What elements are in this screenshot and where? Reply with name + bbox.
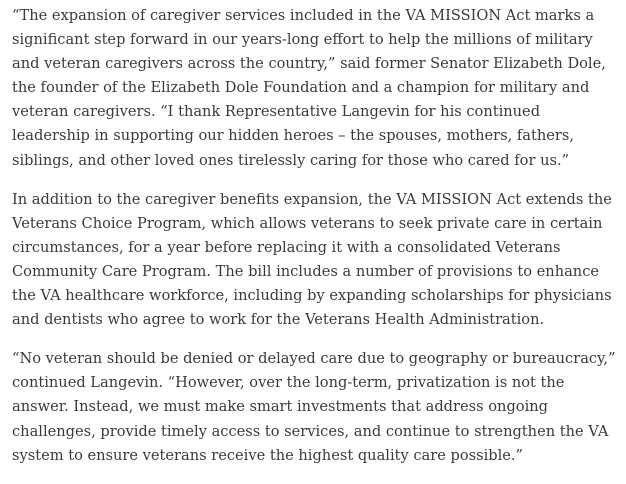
article-body [12,4,620,483]
paragraph-mission-act: In addition to the caregiver benefits expansion, the VA MISSION Act extends the Veterans Choice Program, which allows veterans to seek private care in certain circumstances, for a year before replacing it with a consolidated Veterans Community Care Program. The bill includes a number of provisions to enhance the VA healthcare workforce, including by expanding scholarships for physicians and dentists who agree to work for the Veterans Health Administration. [12,190,612,329]
paragraph-langevin-quote: “No veteran should be denied or delayed care due to geography or bureaucracy,” continued Langevin. “However, over the long-term, privatization is not the answer. Instead, we must make smart investments that address ongoing challenges, provide timely access to services, and continue to strengthen the VA system to ensure veterans receive the highest quality care possible.” [12,350,616,464]
paragraph-dole-quote: “The expansion of caregiver services included in the VA MISSION Act marks a significant step forward in our years-long effort to help the millions of military and veteran caregivers across the country,” said former Senator Elizabeth Dole, the founder of the Elizabeth Dole Foundation and a champion for military and veteran caregivers. “I thank Representative Langevin for his continued leadership in supporting our hidden heroes – the spouses, mothers, fathers, siblings, and other loved ones tirelessly caring for those who cared for us.” [12,7,606,169]
